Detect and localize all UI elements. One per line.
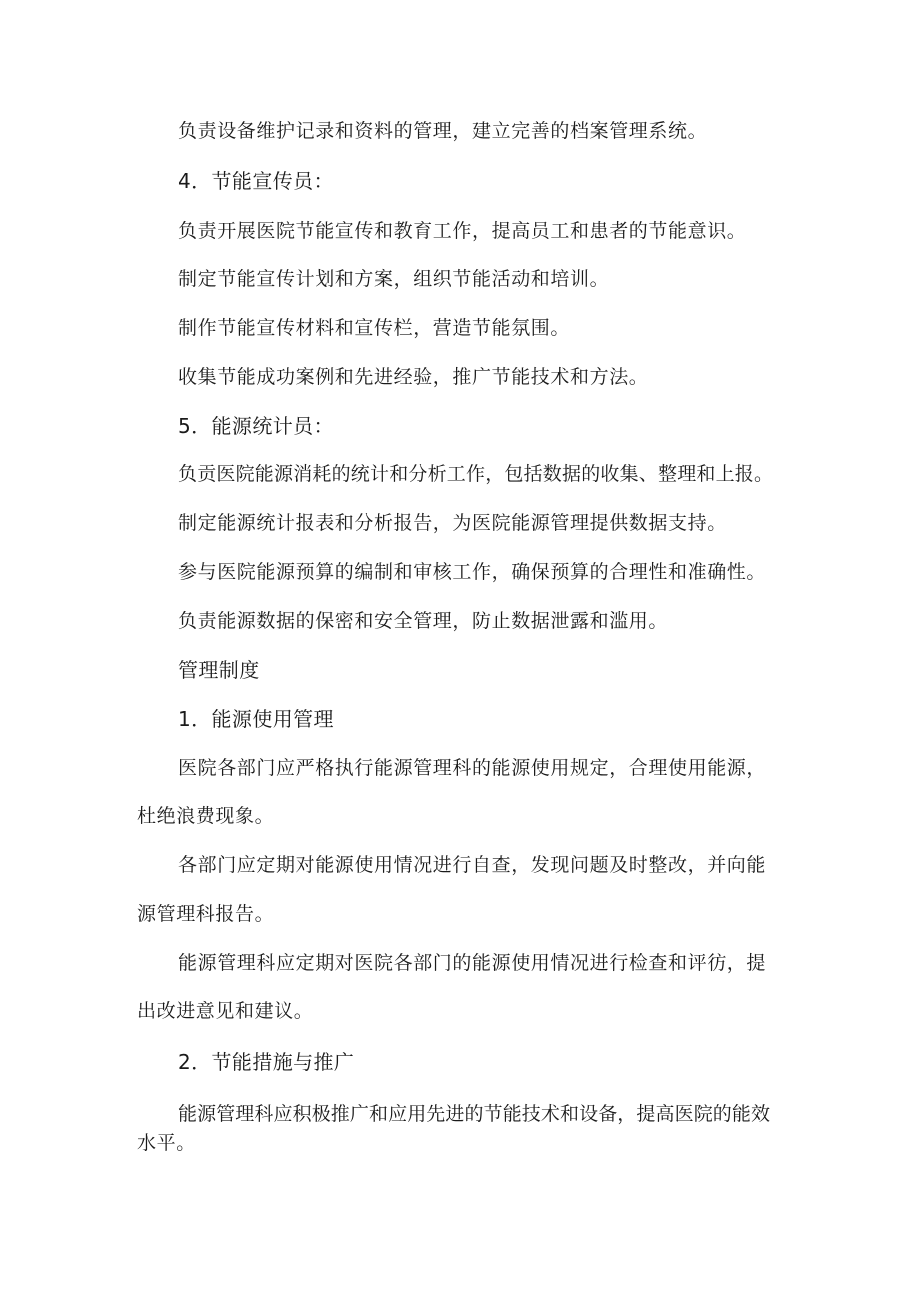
section-heading: 1．能源使用管理 (178, 707, 334, 731)
paragraph-line: 收集节能成功案例和先进经验，推广节能技术和方法。 (178, 366, 649, 388)
paragraph-line: 负贡医院能源消耗的统计和分析工作，包括数据的收集、整理和上报。 (178, 463, 774, 485)
section-heading: 5．能源统计员： (178, 414, 334, 438)
paragraph-line: 制作节能宣传材料和宣传栏，营造节能氛围。 (178, 317, 571, 339)
section-heading: 4．节能宣传员： (178, 169, 334, 193)
paragraph-line: 源管理科报告。 (137, 903, 275, 925)
paragraph-line: 水平。 (137, 1132, 196, 1154)
section-heading: 管理制度 (178, 658, 260, 682)
paragraph-line: 参与医院能源预算的编制和审核工作，确保预算的合理性和准确性。 (178, 561, 767, 583)
paragraph-line: 出改进意见和建议。 (137, 1000, 314, 1022)
paragraph-line: 负责开展医院节能宣传和教育工作，提高员工和患者的节能意识。 (178, 220, 747, 242)
paragraph-line: 能源管理科应积极推广和应用先进的节能技术和设备，提高医院的能效 (178, 1103, 771, 1125)
paragraph-line: 负责设备维护记录和资料的管理，建立完善的档案管理系统。 (178, 120, 708, 142)
paragraph-line: 制定能源统计报表和分析报告，为医院能源管理提供数据支持。 (178, 512, 727, 534)
section-heading: 2．节能措施与推广 (178, 1050, 355, 1074)
paragraph-line: 各部门应定期对能源使用情况进行自查，发现问题及时整改，并向能 (178, 854, 767, 876)
paragraph-line: 制定节能宣传计划和方案，组织节能活动和培训。 (178, 268, 610, 290)
paragraph-line: 能源管理科应定期对医院各部门的能源使用情况进行检查和评彷，提 (178, 952, 767, 974)
paragraph-line: 医院各部门应严格执行能源管理科的能源使用规定，合理使用能源， (178, 757, 767, 779)
paragraph-line: 杜绝浪费现象。 (137, 805, 275, 827)
paragraph-line: 负责能源数据的保密和安全管理，防止数据泄露和滥用。 (178, 610, 669, 632)
